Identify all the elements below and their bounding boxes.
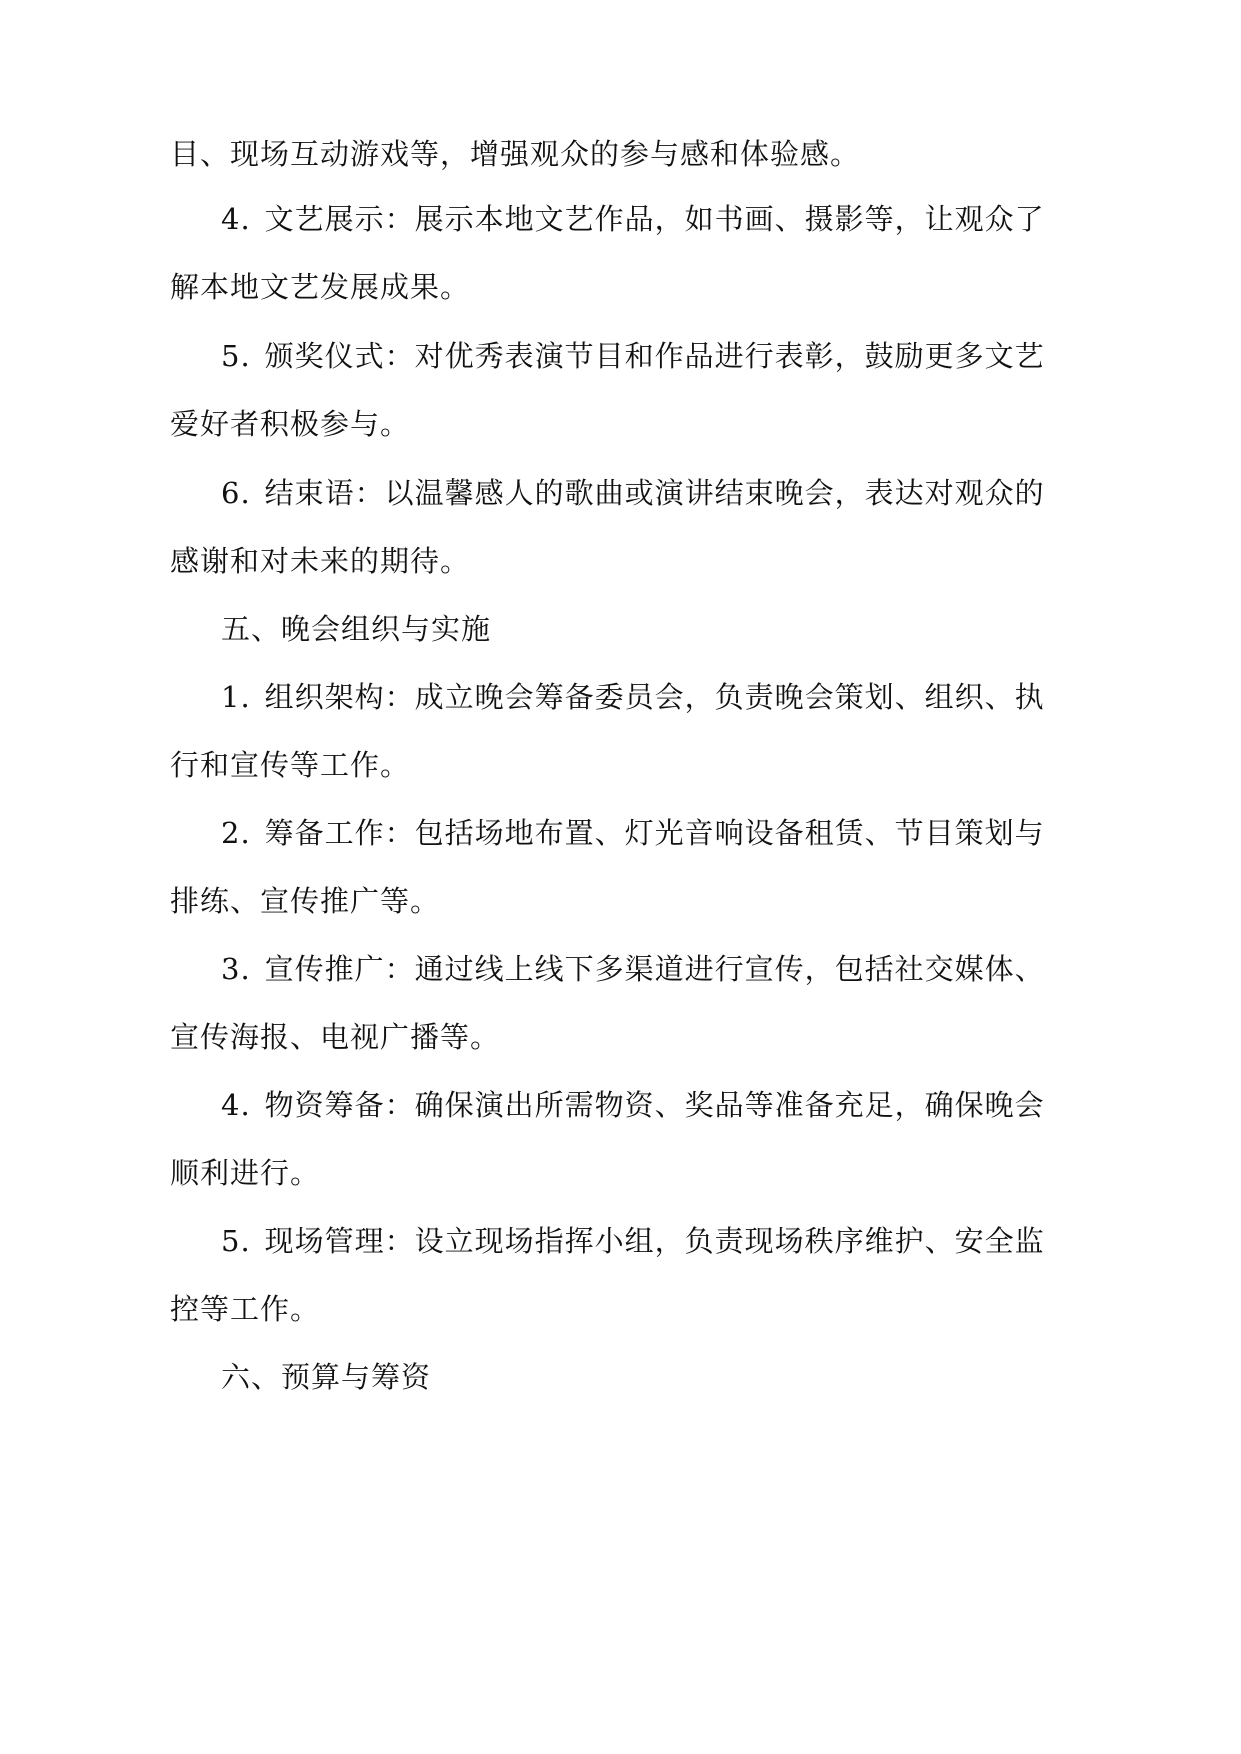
item-number: 2. — [221, 816, 251, 850]
text-line: 解本地文艺发展成果。 — [170, 270, 471, 304]
text-line: 颁奖仪式：对优秀表演节目和作品进行表彰，鼓励更多文艺 — [264, 339, 1045, 373]
list-item-5-line-2 — [170, 404, 410, 444]
text-line: 文艺展示：展示本地文艺作品，如书画、摄影等，让观众了 — [264, 202, 1045, 236]
item-number: 3. — [221, 952, 251, 986]
text-line: 目、现场互动游戏等，增强观众的参与感和体验感。 — [170, 137, 861, 171]
list-item-4b-line-1 — [221, 1085, 1045, 1125]
list-item-1-line-1 — [221, 677, 1045, 717]
list-item-4b-line-2 — [170, 1153, 320, 1193]
list-item-5-line-1 — [221, 336, 1045, 376]
text-line: 爱好者积极参与。 — [170, 407, 411, 441]
text-line: 结束语：以温馨感人的歌曲或演讲结束晚会，表达对观众的 — [264, 476, 1045, 510]
heading-text: 五、晚会组织与实施 — [221, 612, 492, 646]
list-item-3-line-1 — [221, 949, 1045, 989]
text-line: 宣传推广：通过线上线下多渠道进行宣传，包括社交媒体、 — [264, 952, 1045, 986]
text-line: 组织架构：成立晚会筹备委员会，负责晚会策划、组织、执 — [264, 680, 1045, 714]
item-number: 4. — [221, 1088, 251, 1122]
list-item-2-line-1 — [221, 813, 1045, 853]
item-number: 4. — [221, 202, 251, 236]
item-number: 6. — [221, 476, 251, 510]
list-item-3-line-2 — [170, 1017, 500, 1057]
item-number: 5. — [221, 1224, 251, 1258]
text-line: 控等工作。 — [170, 1292, 321, 1326]
section-heading-6 — [221, 1357, 431, 1397]
section-heading-5 — [221, 609, 491, 649]
list-item-1-line-2 — [170, 745, 410, 785]
list-item-5b-line-2 — [170, 1289, 320, 1329]
text-line: 现场管理：设立现场指挥小组，负责现场秩序维护、安全监 — [264, 1224, 1045, 1258]
list-item-4-line-2 — [170, 267, 470, 307]
text-line: 顺利进行。 — [170, 1156, 321, 1190]
item-number: 5. — [221, 339, 251, 373]
list-item-5b-line-1 — [221, 1221, 1045, 1261]
text-line: 行和宣传等工作。 — [170, 748, 411, 782]
text-line: 宣传海报、电视广播等。 — [170, 1020, 501, 1054]
text-line: 筹备工作：包括场地布置、灯光音响设备租赁、节目策划与 — [264, 816, 1045, 850]
list-item-4-line-1 — [221, 199, 1045, 239]
list-item-2-line-2 — [170, 881, 440, 921]
item-number: 1. — [221, 680, 251, 714]
list-item-6-line-1 — [221, 473, 1045, 513]
text-line: 排练、宣传推广等。 — [170, 884, 441, 918]
list-item-6-line-2 — [170, 541, 470, 581]
text-line: 感谢和对未来的期待。 — [170, 544, 471, 578]
paragraph-continuation — [170, 134, 860, 174]
heading-text: 六、预算与筹资 — [221, 1360, 432, 1394]
text-line: 物资筹备：确保演出所需物资、奖品等准备充足，确保晚会 — [264, 1088, 1045, 1122]
